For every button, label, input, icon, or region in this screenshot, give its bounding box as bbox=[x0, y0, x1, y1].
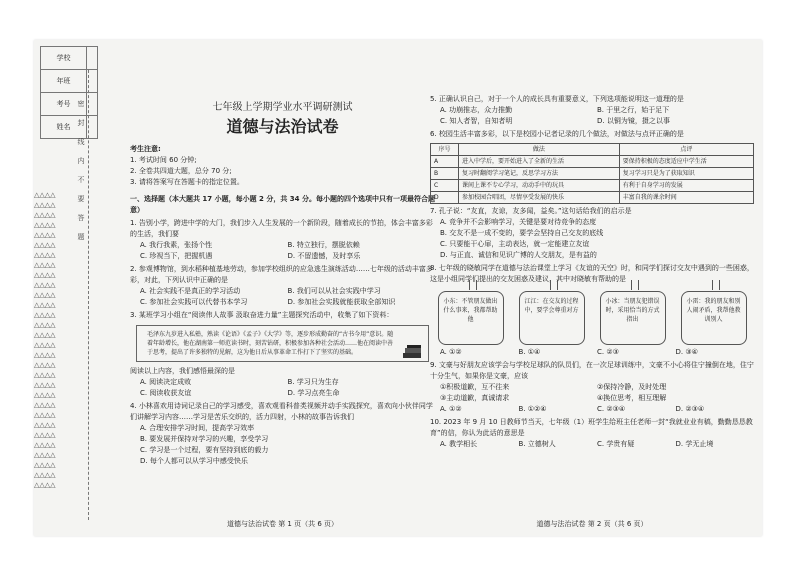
field-label: 姓名 bbox=[41, 116, 87, 139]
advice-card: 小雷：我的朋友和别人闹矛盾，我帮他教训别人 bbox=[681, 291, 747, 345]
options: A. 教学相长 B. 立德树人 C. 学贵有疑 D. 学无止境 bbox=[440, 440, 714, 448]
question-3-prompt: 阅读以上内容，我们感悟最深的是 bbox=[130, 367, 235, 375]
statements: ①积极道歉，互不往来 ②保持冷静，及时处理 ③主动道歉，真诚请求 ④换位思考，相互理解 bbox=[440, 383, 667, 402]
options: A. 我行我素，张扬个性 B. 特立独行，摆脱依赖 C. 珍视当下，把握机遇 D. 不留遗憾，及时享乐 bbox=[140, 241, 361, 260]
options: A. ①② B. ①④ C. ②③ D. ③④ bbox=[440, 348, 698, 356]
advice-card: 小东：不管朋友做出什么事来，我都帮助他 bbox=[438, 291, 504, 345]
question-9: 9. 文豪与好朋友应该学会与学校足球队的队员们，在一次足球训练中，文豪不小心将住宁撞倒在地，住宁十分生气，如果你是文豪，应该 bbox=[430, 361, 754, 380]
seal-line bbox=[88, 70, 89, 520]
options: A. 阅读决定成败 B. 学习只为生存 C. 阅读收获友谊 D. 学习点亮生命 bbox=[140, 378, 340, 397]
binding-margin bbox=[34, 40, 124, 536]
page-footer: 道德与法治试卷 第 2 页（共 6 页） bbox=[536, 520, 648, 528]
options: A. 合理安排学习时间，提高学习效率 B. 要发展并保持对学习的兴趣，享受学习 C. 学习是一个过程，要有坚持到底的毅力 D. 每个人都可以从学习中感受快乐 bbox=[140, 424, 269, 465]
table-row: B 复习时翻阅学习笔记，反思学习方法 复习学习只是为了获取知识 bbox=[431, 168, 754, 180]
seal-text: 密封线内不要答题 bbox=[77, 100, 85, 252]
books-icon bbox=[402, 345, 424, 359]
question-1: 1. 告别小学，跨进中学的大门，我们步入人生发展的一个新阶段，随着成长的节拍，体会丰富多彩的生活，我们要 bbox=[130, 219, 433, 238]
table-row: A 进入中学后，要开始进入了全新的生活 要保持积极的态度适应中学生活 bbox=[431, 156, 754, 168]
field-label: 学校 bbox=[41, 47, 87, 70]
field-label: 考号 bbox=[41, 93, 87, 116]
question-8: 8. 七年级的晓敏同学在道德与法治课堂上学习《友谊的天空》时，和同学们探讨交友中遇到的一些困惑，这是小组同学们提出的交友困惑及建议，其中对晓敏有帮助的是 bbox=[430, 264, 754, 283]
advice-card: 江江：在交友的过程中，要学会尊重对方 bbox=[519, 291, 585, 345]
field-label: 年班 bbox=[41, 70, 87, 93]
practice-table: 序号 做法 点评 A 进入中学后，要开始进入了全新的生活 要保持积极的态度适应中学生活 B 复习时翻阅学习笔记，反思学习方法 复习学习只是为了获取知识 C 课间上课不专心学习，动动手中的玩具 有利于自身学习的发展 D 参加校园合唱团，尽情享受发展的快乐 丰富自我的课余时间 bbox=[430, 143, 754, 204]
table-row: D 参加校园合唱团，尽情享受发展的快乐 丰富自我的课余时间 bbox=[431, 192, 754, 204]
options: A. 功崩推志，众力推勤 B. 于里之行，始于足下 C. 知人者智，自知者明 D. 以铜为镜，摄之以事 bbox=[440, 106, 670, 125]
options: A. ①② B. ①②④ C. ②③④ D. ②③④ bbox=[440, 405, 705, 413]
triangle-border: △△△△ △△△△ △△△△ △△△△ △△△△ △△△△ △△△△ △△△△ △△△△ △△△△ △△△△ △△△△ △△△△ △△△△ △△△△ △△△△ △△△△ △△△△ △△△△ △△△△ △△△△ △△△△ △△△△ △△△△ △△△△ △△△△ △△△△ △△△△ △△△△ △△△△ bbox=[34, 191, 56, 489]
exam-sheet bbox=[34, 40, 762, 536]
question-3: 3. 某班学习小组在“阅读伟人故事 汲取奋进力量”主题探究活动中，收集了如下资料： bbox=[130, 311, 394, 319]
page-2 bbox=[430, 40, 754, 536]
exam-title: 道德与法治试卷 bbox=[226, 117, 339, 136]
options: A. 竞争并不会影响学习，关键是要对待竞争的态度 B. 交友不是一成不变的，要学会坚持自己交友的底线 C. 只要能干心扉，主动表达，就一定能建立友谊 D. 与正直、诚信和见识广博的人交朋友，是有益的 bbox=[440, 218, 604, 259]
table-row: C 课间上课不专心学习，动动手中的玩具 有利于自身学习的发展 bbox=[431, 180, 754, 192]
question-4: 4. 小林喜欢用诗词记录自己的学习感受，喜欢观看科普类视频并动手实践探究，喜欢向小伙伴同学们讲解学习内容……学习是苦乐交织的，活力四射，小林的故事告诉我们 bbox=[130, 402, 433, 421]
options: A. 社会实践不是真正的学习活动 B. 我们可以从社会实践中学习 C. 参加社会实践可以代替书本学习 D. 参加社会实践就能获取全部知识 bbox=[140, 287, 396, 306]
exam-notes: 考生注意: 1. 考试时间 60 分钟; 2. 全卷共四道大题，总分 70 分; 3. 请将答案写在答题卡的指定位置。 bbox=[130, 145, 244, 186]
page-footer: 道德与法治试卷 第 1 页（共 6 页） bbox=[226, 520, 339, 528]
question-7: 7. 孔子说：“友直，友谅，友多闻，益矣。”这句话给我们的启示是 bbox=[430, 207, 632, 215]
student-info-table bbox=[40, 46, 98, 139]
page-1 bbox=[130, 40, 435, 536]
question-5: 5. 正确认识自己，对于一个人的成长具有重要意义，下列选项能说明这一道理的是 bbox=[430, 95, 684, 103]
exam-subtitle: 七年级上学期学业水平调研测试 bbox=[212, 102, 353, 113]
section-heading: 一、选择题（本大题共 17 小题，每小题 2 分，共 34 分。每小题的四个选项中只有一项最符合题意） bbox=[130, 195, 435, 214]
question-6: 6. 校园生活丰富多彩，以下是校园小记者记录的几个做法，对做法与点评正确的是 bbox=[430, 130, 684, 138]
advice-cards bbox=[430, 291, 754, 345]
advice-card: 小冰：当朋友犯错误时，采用恰当的方式指出 bbox=[600, 291, 666, 345]
question-10: 10. 2023 年 9 月 10 日教师节当天，七年级（1）班学生给班主任老师一封“我就业业有稿，勤勤恳恳教育”的信，你认为此话的意思是 bbox=[430, 418, 753, 437]
question-2: 2. 参观博物馆，到水稻种植基地劳动，参加学校组织的应急逃生演练活动……七年级的活动丰富多彩，对此，下列认识中正确的是 bbox=[130, 265, 433, 284]
reading-material: 毛泽东九岁进入私塾，熟读《论语》《孟子》《大学》等，逐步形成勤奋的“古书今用”意识。随着年龄增长，他在湖南第一师范读书时，刻苦钻研，积极参加各种社会活动……他在阅读中善于思考，提出了许多独特的见解，这为他日后从事革命工作打下了坚实的基础。 bbox=[136, 325, 429, 362]
